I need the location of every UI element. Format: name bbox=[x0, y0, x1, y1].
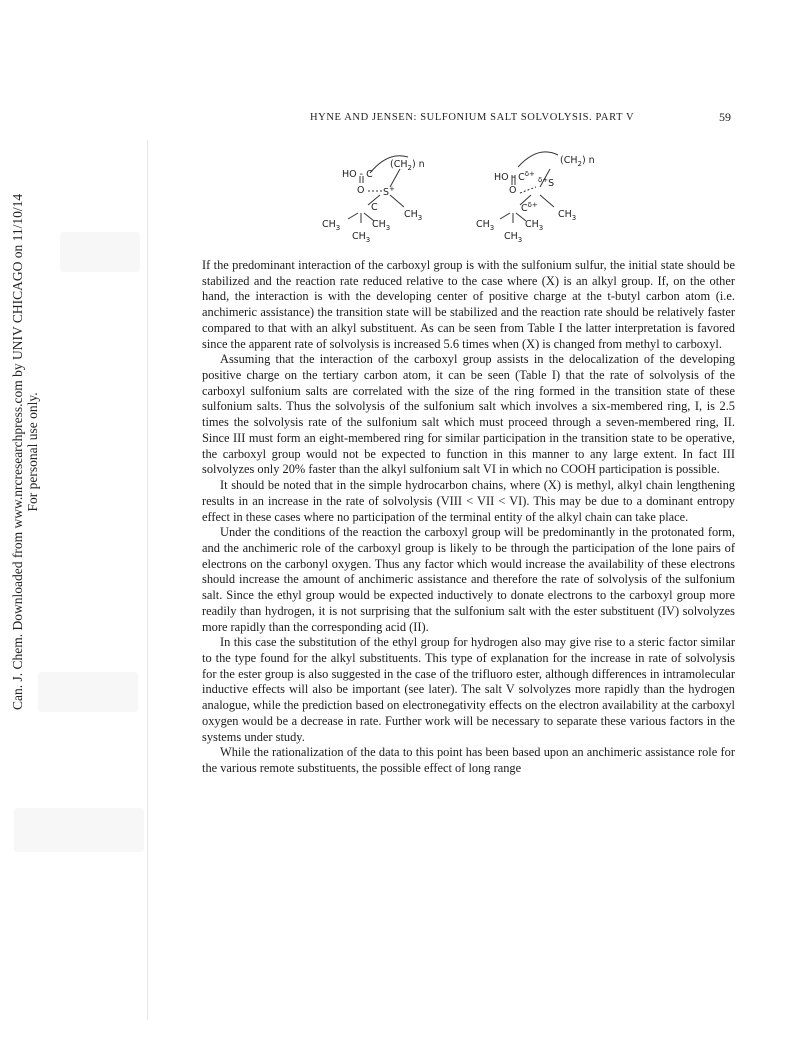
scan-smudge bbox=[60, 232, 140, 272]
right-ch2n-label: $(CH_2)$ n bbox=[560, 155, 595, 168]
chemical-structures-figure bbox=[300, 143, 610, 253]
paragraph: Assuming that the interaction of the carboxyl group assists in the delocalization of the developing positive charge on the tertiary carbon atom, it can be seen (Table I) that the rate of solvolysis of the carboxyl sulfonium salts are correlated with the size of the ring formed in the transition state of these sulfonium salts. Thus the solvolysis of the sulfonium salt which involves a six-membered ring, I, is 2.5 times the solvolysis rate of the sulfonium salt which must proceed through a seven-membered ring, II. Since III must form an eight-membered ring for similar participation in the transition state to be operative, the carboxyl group would not be expected to function in this manner to any large extent. In fact III solvolyzes only 20% faster than the alkyl sulfonium salt VI in which no COOH participation is possible. bbox=[202, 352, 735, 477]
right-hoc-label: HO - $C^{\delta+}$ bbox=[494, 170, 535, 184]
left-ch3-mid-label: $CH_3$ bbox=[372, 219, 391, 232]
download-notice bbox=[8, 0, 44, 1051]
paragraph: It should be noted that in the simple hydrocarbon chains, where (X) is methyl, alkyl chain lengthening results in an increase in the rate of solvolysis (VIII < VII < VI). This may be due to a dominant entropy effect in these cases where no participation of the terminal entity of the alkyl chain can take place. bbox=[202, 478, 735, 524]
left-ch2n-label: $(CH_2)$ n bbox=[390, 159, 425, 172]
right-ch3-bottom-label: $CH_3$ bbox=[504, 231, 523, 244]
right-ch3-mid-label: $CH_3$ bbox=[525, 219, 544, 232]
left-hoc-label: HO - C bbox=[342, 169, 373, 180]
left-oxygen-label: O bbox=[357, 185, 365, 196]
left-sulfur-label: S+ bbox=[383, 185, 395, 199]
paragraph: In this case the substitution of the ethyl group for hydrogen also may give rise to a steric factor similar to the type found for the alkyl substituents. This type of explanation for the increase in rate of solvolysis for the ester group is also suggested in the case of the trifluoro ester, although differences in intramolecular inductive effects will also be important (see later). The salt V solvolyzes more rapidly than the hydrogen analogue, while the prediction based on electronegativity effects on the electron availability at the carboxyl oxygen would be a decrease in rate. Further work will be necessary to separate these various factors in the systems under study. bbox=[202, 635, 735, 744]
left-ch3-bottom-label: $CH_3$ bbox=[352, 231, 371, 244]
right-oxygen-label: O bbox=[509, 185, 517, 196]
article-body bbox=[202, 258, 735, 777]
download-notice-line-2: For personal use only. bbox=[25, 392, 40, 512]
running-title: HYNE AND JENSEN: SULFONIUM SALT SOLVOLYSIS. PART V bbox=[310, 112, 635, 123]
left-ch3-left-label: $CH_3$ bbox=[322, 219, 341, 232]
download-notice-line-1: Can. J. Chem. Downloaded from www.nrcresearchpress.com by UNIV CHICAGO on 11/10/14 bbox=[10, 193, 25, 710]
scan-smudge bbox=[38, 672, 138, 712]
right-sulfur-label: $^{\delta+}$S bbox=[538, 176, 555, 190]
left-carbon-label: C bbox=[371, 202, 378, 213]
page-number: 59 bbox=[719, 110, 731, 124]
left-ch3-right-label: $CH_3$ bbox=[404, 209, 423, 222]
paragraph: If the predominant interaction of the carboxyl group is with the sulfonium sulfur, the initial state should be stabilized and the reaction rate reduced relative to the case where (X) is an alkyl group. If, on the other hand, the interaction is with the developing center of positive charge at the t-butyl carbon atom (i.e. anchimeric assistance) the transition state will be stabilized and the reaction rate should be relatively faster compared to that with an alkyl substituent. As can be seen from Table I the latter interpretation is favored since the apparent rate of solvolysis is increased 5.6 times when (X) is changed from methyl to carboxyl. bbox=[202, 258, 735, 351]
right-ch3-right-label: $CH_3$ bbox=[558, 209, 577, 222]
right-ch3-left-label: $CH_3$ bbox=[476, 219, 495, 232]
right-carbon-label: $C^{\delta+}$ bbox=[521, 201, 538, 215]
paragraph: While the rationalization of the data to this point has been based upon an anchimeric assistance role for the various remote substituents, the possible effect of long range bbox=[202, 745, 735, 775]
paragraph: Under the conditions of the reaction the carboxyl group will be predominantly in the protonated form, and the anchimeric role of the carboxyl group is likely to be through the participation of the lone pairs of electrons on the carbonyl oxygen. Thus any factor which would increase the availability of these electrons should increase the amount of anchimeric assistance and therefore the rate of solvolysis of the sulfonium salt. Since the ethyl group would be expected inductively to donate electrons to the carboxyl group more readily than hydrogen, it is not surprising that the sulfonium salt with the ester substituent (IV) solvolyzes more rapidly than the corresponding acid (II). bbox=[202, 525, 735, 634]
margin-rule bbox=[147, 140, 148, 1020]
